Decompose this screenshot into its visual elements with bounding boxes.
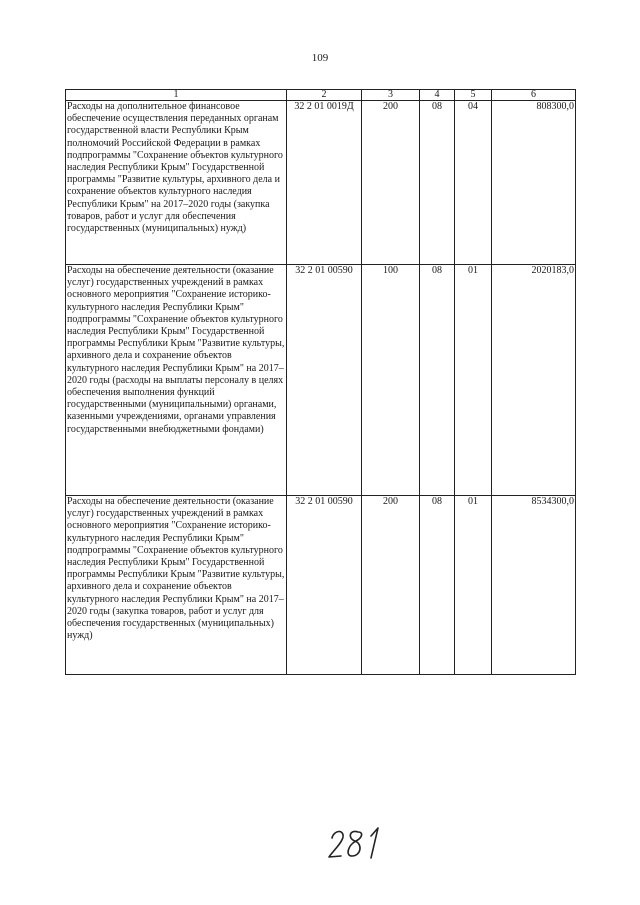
row-amount: 8534300,0 <box>492 496 576 675</box>
row-description: Расходы на обеспечение деятельности (оказание услуг) государственных учреждений в рамках основного мероприятия "Сохранение историко-культурного наследия Республики Крым" подпрограммы "Сохранение объектов культурного наследия Республики Крым" Государственной программы Республики Крым "Развитие культуры, архивного дела и сохранение объектов культурного наследия Республики Крым" на 2017–2020 годы (закупка товаров, работ и услуг для обеспечения государственных (муниципальных) нужд) <box>66 496 287 675</box>
column-header-5: 5 <box>455 90 492 101</box>
row-section: 08 <box>420 265 455 496</box>
row-description: Расходы на обеспечение деятельности (оказание услуг) государственных учреждений в рамках основного мероприятия "Сохранение историко-культурного наследия Республики Крым" подпрограммы "Сохранение объектов культурного наследия Республики Крым" Государственной программы Республики Крым "Развитие культуры, архивного дела и сохранение объектов культурного наследия Республики Крым" на 2017–2020 годы (расходы на выплаты персоналу в целях обеспечения выполнения функций государственными (муниципальными) органами, казенными учреждениями, органами управления государственными внебюджетными фондами) <box>66 265 287 496</box>
row-amount: 808300,0 <box>492 101 576 265</box>
column-header-4: 4 <box>420 90 455 101</box>
row-target-code: 32 2 01 00590 <box>287 496 362 675</box>
page-number: 109 <box>311 52 329 64</box>
handwritten-number-281 <box>326 826 396 862</box>
column-header-3: 3 <box>362 90 420 101</box>
column-header-6: 6 <box>492 90 576 101</box>
row-expense-type: 200 <box>362 101 420 265</box>
row-expense-type: 100 <box>362 265 420 496</box>
row-target-code: 32 2 01 0019Д <box>287 101 362 265</box>
row-section: 08 <box>420 496 455 675</box>
row-target-code: 32 2 01 00590 <box>287 265 362 496</box>
row-subsection: 01 <box>455 496 492 675</box>
column-header-1: 1 <box>66 90 287 101</box>
column-header-2: 2 <box>287 90 362 101</box>
row-section: 08 <box>420 101 455 265</box>
row-subsection: 04 <box>455 101 492 265</box>
table-row <box>66 101 576 265</box>
row-subsection: 01 <box>455 265 492 496</box>
table-row <box>66 265 576 496</box>
budget-table <box>65 89 576 675</box>
row-expense-type: 200 <box>362 496 420 675</box>
header-row <box>66 90 576 101</box>
row-amount: 2020183,0 <box>492 265 576 496</box>
table-row <box>66 496 576 675</box>
row-description: Расходы на дополнительное финансовое обеспечение осуществления переданных органам государственной власти Республики Крым полномочий Российской Федерации в рамках подпрограммы "Сохранение объектов культурного наследия Республики Крым" Государственной программы "Развитие культуры, архивного дела и сохранение объектов культурного наследия Республики Крым" на 2017–2020 годы (закупка товаров, работ и услуг для обеспечения государственных (муниципальных) нужд) <box>66 101 287 265</box>
